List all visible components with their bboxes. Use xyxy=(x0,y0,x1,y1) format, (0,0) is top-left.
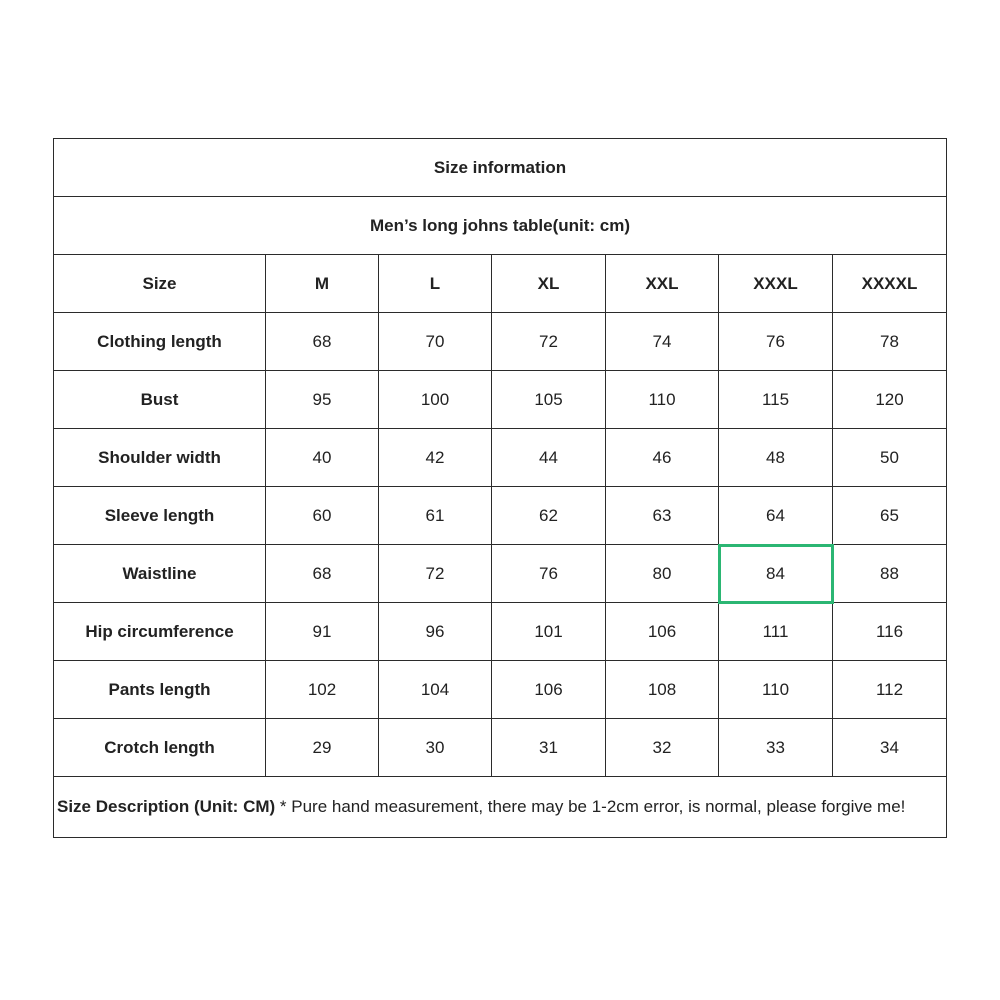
size-table xyxy=(53,138,947,838)
cell: 76 xyxy=(492,545,606,603)
header-m: M xyxy=(266,255,379,313)
cell: 65 xyxy=(833,487,947,545)
cell: 112 xyxy=(833,661,947,719)
header-l: L xyxy=(379,255,492,313)
row-pants-length xyxy=(54,661,947,719)
row-label: Crotch length xyxy=(54,719,266,777)
cell: 68 xyxy=(266,313,379,371)
cell: 63 xyxy=(606,487,719,545)
cell: 60 xyxy=(266,487,379,545)
row-label: Shoulder width xyxy=(54,429,266,487)
cell: 101 xyxy=(492,603,606,661)
cell: 68 xyxy=(266,545,379,603)
cell: 110 xyxy=(719,661,833,719)
cell: 108 xyxy=(606,661,719,719)
row-label: Waistline xyxy=(54,545,266,603)
subtitle-row xyxy=(54,197,947,255)
cell: 72 xyxy=(379,545,492,603)
cell: 44 xyxy=(492,429,606,487)
cell: 100 xyxy=(379,371,492,429)
cell: 30 xyxy=(379,719,492,777)
cell: 88 xyxy=(833,545,947,603)
header-xxxl: XXXL xyxy=(719,255,833,313)
row-shoulder-width xyxy=(54,429,947,487)
cell: 106 xyxy=(606,603,719,661)
cell: 91 xyxy=(266,603,379,661)
row-label: Bust xyxy=(54,371,266,429)
cell: 32 xyxy=(606,719,719,777)
cell: 111 xyxy=(719,603,833,661)
cell: 70 xyxy=(379,313,492,371)
cell: 48 xyxy=(719,429,833,487)
row-crotch-length xyxy=(54,719,947,777)
cell: 74 xyxy=(606,313,719,371)
cell: 80 xyxy=(606,545,719,603)
cell: 95 xyxy=(266,371,379,429)
cell: 72 xyxy=(492,313,606,371)
cell: 76 xyxy=(719,313,833,371)
cell: 115 xyxy=(719,371,833,429)
note-text: * Pure hand measurement, there may be 1-2cm error, is normal, please forgive me! xyxy=(275,797,906,816)
cell: 78 xyxy=(833,313,947,371)
row-hip-circumference xyxy=(54,603,947,661)
header-xxxxl: XXXXL xyxy=(833,255,947,313)
header-xl: XL xyxy=(492,255,606,313)
cell: 61 xyxy=(379,487,492,545)
row-label: Pants length xyxy=(54,661,266,719)
cell: 120 xyxy=(833,371,947,429)
cell: 64 xyxy=(719,487,833,545)
cell: 46 xyxy=(606,429,719,487)
selected-cell[interactable]: 84 xyxy=(719,545,833,603)
header-row xyxy=(54,255,947,313)
cell: 42 xyxy=(379,429,492,487)
cell: 104 xyxy=(379,661,492,719)
header-xxl: XXL xyxy=(606,255,719,313)
row-clothing-length xyxy=(54,313,947,371)
table-title: Size information xyxy=(54,139,947,197)
cell: 31 xyxy=(492,719,606,777)
header-size: Size xyxy=(54,255,266,313)
cell: 105 xyxy=(492,371,606,429)
cell: 96 xyxy=(379,603,492,661)
cell: 102 xyxy=(266,661,379,719)
row-label: Sleeve length xyxy=(54,487,266,545)
cell: 40 xyxy=(266,429,379,487)
cell: 29 xyxy=(266,719,379,777)
cell: 33 xyxy=(719,719,833,777)
cell: 110 xyxy=(606,371,719,429)
row-label: Hip circumference xyxy=(54,603,266,661)
cell: 62 xyxy=(492,487,606,545)
cell: 50 xyxy=(833,429,947,487)
note-label: Size Description (Unit: CM) xyxy=(57,797,276,816)
row-label: Clothing length xyxy=(54,313,266,371)
cell: 116 xyxy=(833,603,947,661)
row-waistline xyxy=(54,545,947,603)
cell: 34 xyxy=(833,719,947,777)
table-subtitle: Men’s long johns table(unit: cm) xyxy=(54,197,947,255)
title-row xyxy=(54,139,947,197)
row-sleeve-length xyxy=(54,487,947,545)
cell: 106 xyxy=(492,661,606,719)
row-bust xyxy=(54,371,947,429)
note-row xyxy=(54,777,947,838)
size-description-note xyxy=(54,777,947,838)
